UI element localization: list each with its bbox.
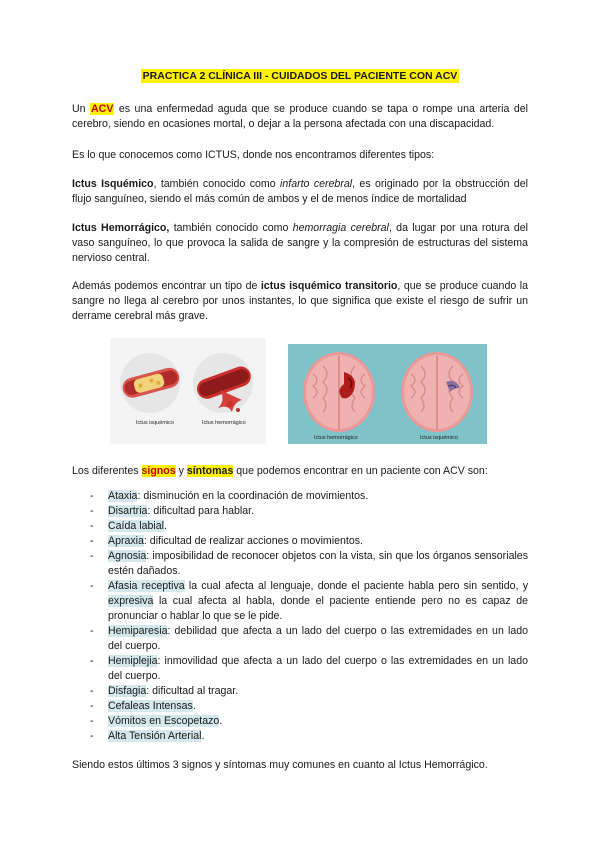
signos-term: signos	[141, 465, 176, 477]
brain-illustration	[288, 344, 487, 444]
symptom-list	[90, 489, 528, 744]
brain-caption-left: Ictus hemorrágico	[314, 435, 358, 441]
list-item: - Disfagia: dificultad al tragar.	[90, 684, 528, 699]
brain-caption-right: Ictus isquémico	[420, 435, 458, 441]
artery-caption-left: Ictus isquémico	[136, 420, 174, 426]
closing-paragraph: Siendo estos últimos 3 signos y síntomas muy comunes en cuanto al Ictus Hemorrágico.	[72, 759, 488, 771]
ischemic-term: Ictus Isquémico	[72, 178, 154, 190]
transient-term: ictus isquémico transitorio	[260, 280, 398, 292]
list-item: - Hemiparesia: debilidad que afecta a un lado del cuerpo o las extremidades en un lado del cuerpo.	[90, 624, 528, 654]
list-item: - Ataxia: disminución en la coordinación de movimientos.	[90, 489, 528, 504]
artery-illustration	[110, 338, 266, 444]
list-item: - Disartria: dificultad para hablar.	[90, 504, 528, 519]
list-item: - Apraxia: dificultad de realizar acciones o movimientos.	[90, 534, 528, 549]
hemorrhagic-paragraph: Ictus Hemorrágico, también conocido como hemorragia cerebral, da lugar por una rotura del vaso sanguíneo, lo que provoca la salida de sangre y la compresión de estructuras del sistema nervioso central.	[72, 222, 528, 264]
page-title: PRACTICA 2 CLÍNICA III - CUIDADOS DEL PACIENTE CON ACV	[142, 70, 458, 82]
acv-term: ACV	[91, 103, 114, 115]
intro-paragraph: Un ACV es una enfermedad aguda que se produce cuando se tapa o rompe una arteria del cerebro, siendo en ocasiones mortal, o dejar a la persona afectada con una discapacidad.	[72, 103, 528, 130]
list-item: - Hemiplejia: inmovilidad que afecta a un lado del cuerpo o las extremidades en un lado del cuerpo.	[90, 654, 528, 684]
list-item: - Agnosia: imposibilidad de reconocer objetos con la vista, sin que los órganos sensoriales estén dañados.	[90, 549, 528, 579]
list-item: - Caída labial.	[90, 519, 528, 534]
list-item: - Vómitos en Escopetazo.	[90, 714, 528, 729]
ictus-types-line: Es lo que conocemos como ICTUS, donde nos encontramos diferentes tipos:	[72, 149, 435, 161]
list-item: - Cefaleas Intensas.	[90, 699, 528, 714]
hemorrhagic-term: Ictus Hemorrágico,	[72, 222, 170, 234]
sintomas-term: síntomas	[186, 465, 234, 477]
ischemic-paragraph: Ictus Isquémico, también conocido como infarto cerebral, es originado por la obstrucción del flujo sanguíneo, siendo el más común de ambos y el de menos índice de mortalidad	[72, 178, 528, 205]
list-item: - Afasia receptiva la cual afecta al lenguaje, donde el paciente habla pero sin sentido, y expresiva la cual afecta al habla, donde el paciente entiende pero no es capaz de pronunciar o hablar lo que se le pide.	[90, 579, 528, 624]
transient-paragraph: Además podemos encontrar un tipo de ictus isquémico transitorio, que se produce cuando la sangre no llega al cerebro por unos instantes, lo que significa que existe el riesgo de sufrir un derrame cerebral más grave.	[72, 280, 528, 322]
artery-caption-right: Ictus hemorrágico	[202, 420, 246, 426]
signs-intro: Los diferentes signos y síntomas que podemos encontrar en un paciente con ACV son:	[72, 465, 488, 477]
list-item: - Alta Tensión Arterial.	[90, 729, 528, 744]
